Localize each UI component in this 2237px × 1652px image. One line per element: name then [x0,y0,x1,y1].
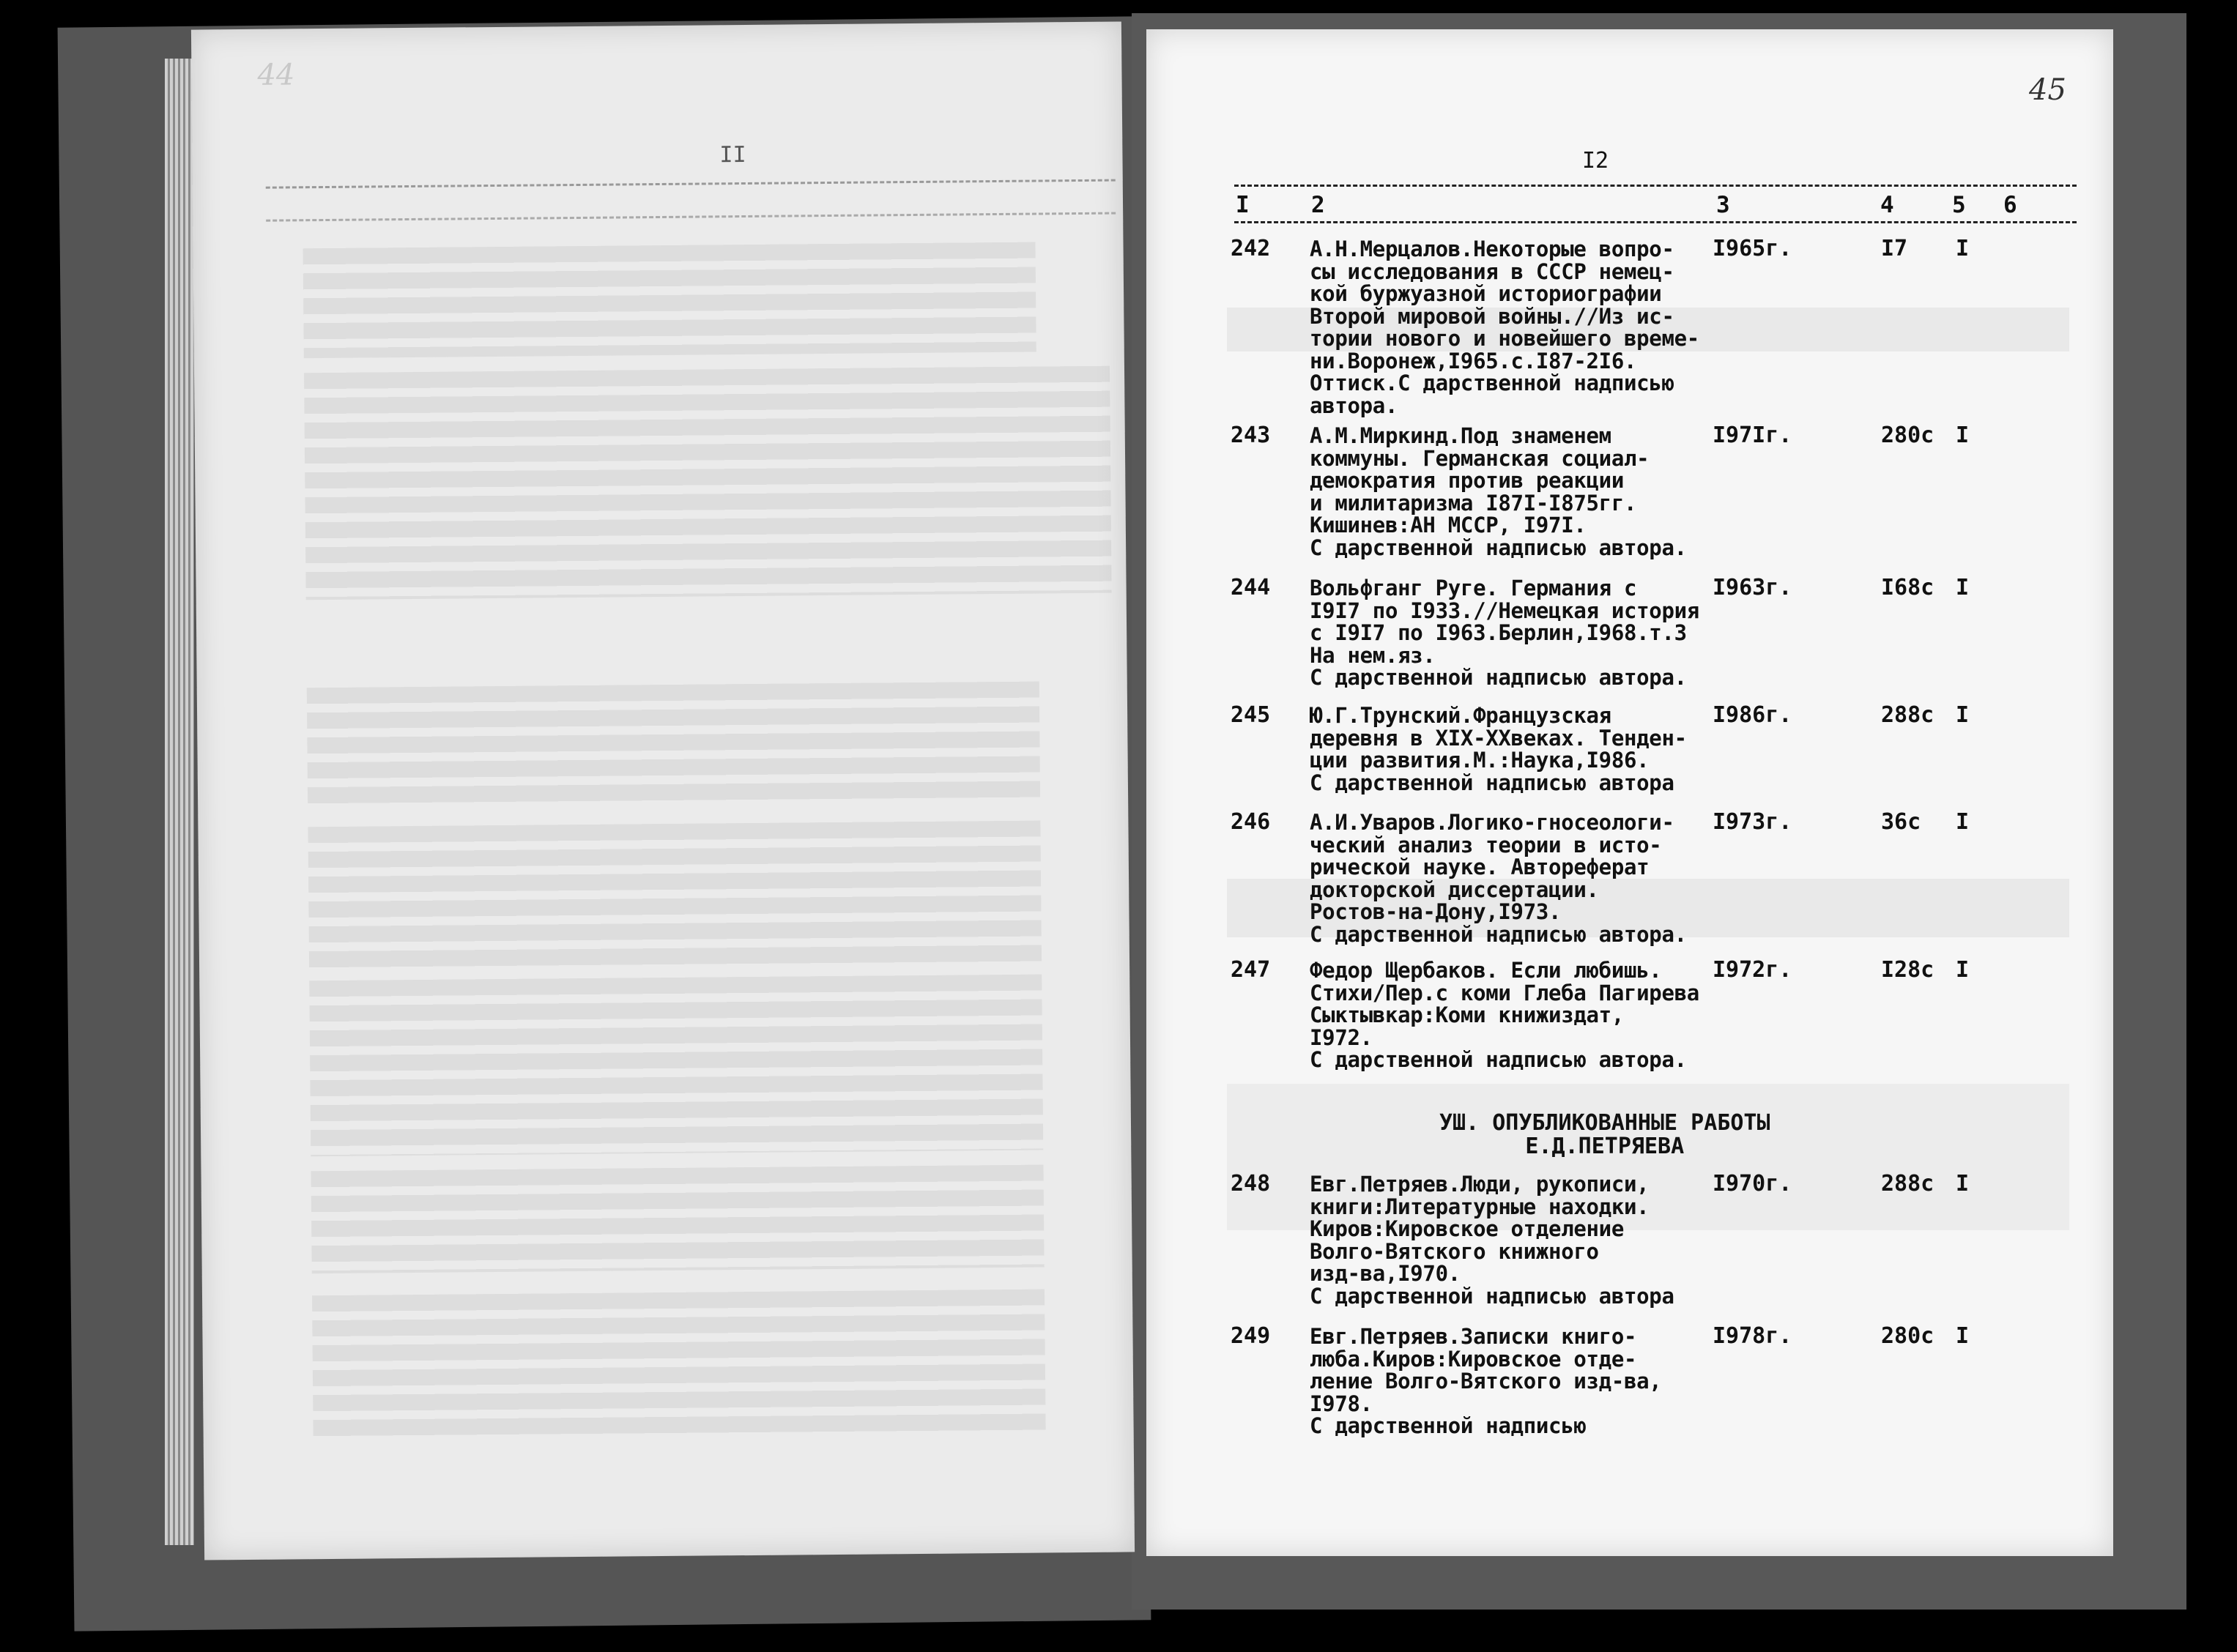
entry-year: I972г. [1713,957,1792,983]
entry-number: 246 [1231,809,1271,835]
bleed-through-block [312,1289,1046,1442]
entry-pages: 288с [1881,1171,1934,1197]
bleed-through-block [309,974,1043,1156]
bleed-through-block [303,242,1036,359]
page-stack-edge [165,59,194,1545]
bleed-through-block [307,682,1040,805]
left-page-corner-mark: 44 [257,58,295,92]
entry-pages: 280с [1881,423,1934,448]
col-header-6: 6 [2003,192,2017,218]
entry-pages: 288с [1881,702,1934,728]
entry-year: I978г. [1713,1323,1792,1349]
bleed-through-block [311,1164,1045,1273]
entry-copies: I [1956,423,1970,448]
entry-year: I97Iг. [1713,423,1792,448]
col-header-3: 3 [1716,192,1730,218]
entry-copies: I [1956,236,1970,261]
entry-copies: I [1956,1171,1970,1197]
entry-description: Вольфганг Руге. Германия с I9I7 по I933.//Немецкая история с I9I7 по I963.Берлин,I968.т.3 На нем.яз. С дарственной надписью автора. [1310,576,1699,690]
header-rule-bottom [1234,221,2077,223]
right-page-number: I2 [1582,148,1609,174]
entry-year: I970г. [1713,1171,1792,1197]
entry-description: Евг.Петряев.Люди, рукописи, книги:Литературные находки. Киров:Кировское отделение Волго-Вятского книжного изд-ва,I970. С дарственной надписью автора [1310,1172,1674,1309]
entry-pages: 280с [1881,1323,1934,1349]
bleed-through-block [308,821,1042,974]
left-page-number: II [719,141,746,168]
entry-description: А.И.Уваров.Логико-гносеологи- ческий анализ теории в исто- рической науке. Автореферат докторской диссертации. Ростов-на-Дону,I973. С дарственной надписью автора. [1310,810,1687,947]
left-page [191,21,1135,1560]
entry-number: 245 [1231,702,1271,728]
entry-copies: I [1956,1323,1970,1349]
entry-copies: I [1956,809,1970,835]
entry-number: 244 [1231,575,1271,600]
right-page-corner-mark: 45 [2029,73,2066,107]
entry-number: 248 [1231,1171,1271,1197]
entry-pages: I68с [1881,575,1934,600]
entry-copies: I [1956,702,1970,728]
entry-copies: I [1956,575,1970,600]
entry-description: Ю.Г.Трунский.Французская деревня в XIX-XXвеках. Тенден- ции развития.М.:Наука,I986. С дарственной надписью автора [1310,703,1687,795]
entry-number: 249 [1231,1323,1271,1349]
entry-number: 242 [1231,236,1271,261]
entry-description: Федор Щербаков. Если любишь. Стихи/Пер.с коми Глеба Пагирева Сыктывкар:Коми книжиздат, I972. С дарственной надписью автора. [1310,958,1699,1072]
entry-year: I963г. [1713,575,1792,600]
entry-copies: I [1956,957,1970,983]
entry-pages: 36с [1881,809,1921,835]
col-header-4: 4 [1880,192,1894,218]
entry-pages: I7 [1881,236,1908,261]
left-header-rule-2 [266,212,1116,222]
section-heading: УШ. ОПУБЛИКОВАННЫЕ РАБОТЫ Е.Д.ПЕТРЯЕВА [1439,1110,1770,1159]
col-header-5: 5 [1952,192,1966,218]
entry-description: А.М.Миркинд.Под знаменем коммуны. Германская социал- демократия против реакции и милитаризма I87I-I875гг. Кишинев:АН МССР, I97I. С дарственной надписью автора. [1310,423,1687,560]
entry-description: А.Н.Мерцалов.Некоторые вопро- сы исследования в СССР немец- кой буржуазной историографии Второй мировой войны.//Из ис- тории нового и новейшего време- ни.Воронеж,I965.с.I87-2I6. Оттиск.С дарственной надписью автора. [1310,237,1699,418]
right-page [1146,29,2113,1556]
entry-description: Евг.Петряев.Записки книго- люба.Киров:Кировское отде- ление Волго-Вятского изд-ва, I978. С дарственной надписью [1310,1324,1662,1438]
entry-year: I973г. [1713,809,1792,835]
entry-number: 247 [1231,957,1271,983]
header-rule-top [1234,185,2077,187]
entry-year: I965г. [1713,236,1792,261]
col-header-1: I [1236,192,1250,218]
left-header-rule [266,179,1116,189]
col-header-2: 2 [1311,192,1325,218]
entry-year: I986г. [1713,702,1792,728]
entry-number: 243 [1231,423,1271,448]
bleed-through-block [304,366,1112,600]
entry-pages: I28с [1881,957,1934,983]
